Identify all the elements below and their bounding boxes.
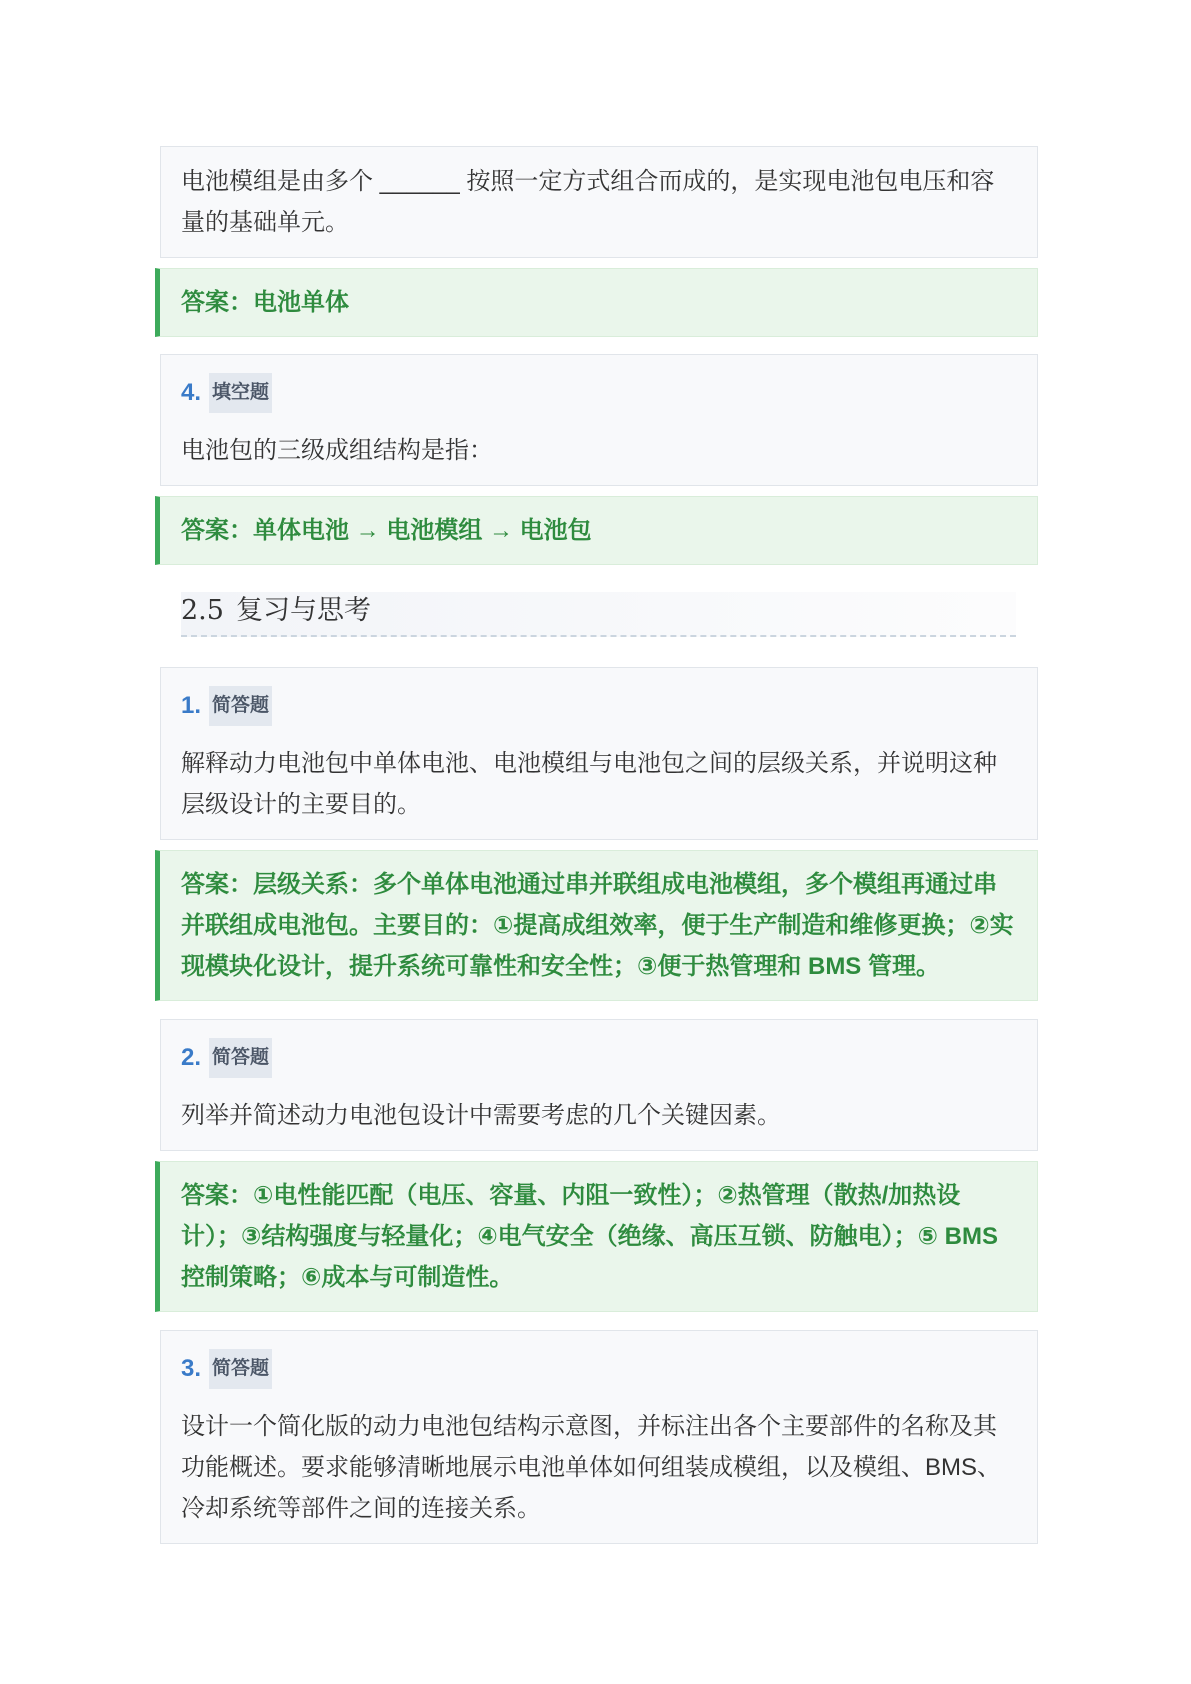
answer-label: 答案： — [181, 871, 253, 898]
answer-label: 答案： — [181, 1182, 253, 1209]
question-header — [181, 682, 1016, 730]
section-heading — [181, 592, 1016, 637]
answer-text: ①电性能匹配（电压、容量、内阻一致性）；②热管理（散热/加热设计）；③结构强度与轻量化；④电气安全（绝缘、高压互锁、防触电）；⑤ BMS 控制策略；⑥成本与可制造性。 — [181, 1182, 998, 1291]
answer-box — [155, 1161, 1038, 1312]
question-card — [160, 354, 1038, 486]
question-text: 解释动力电池包中单体电池、电池模组与电池包之间的层级关系，并说明这种层级设计的主要目的。 — [181, 750, 997, 818]
question-header — [181, 1345, 1016, 1393]
answer-box — [155, 850, 1038, 1001]
question-number: 3. — [181, 1355, 202, 1382]
answer-label: 答案： — [181, 517, 253, 544]
section-number: 2.5 — [181, 595, 224, 626]
answer-text: 电池单体 — [253, 289, 349, 316]
question-type-tag: 简答题 — [209, 1349, 272, 1389]
question-header — [181, 369, 1016, 417]
question-header — [181, 1034, 1016, 1082]
question-text: 设计一个简化版的动力电池包结构示意图，并标注出各个主要部件的名称及其功能概述。要求能够清晰地展示电池单体如何组装成模组，以及模组、BMS、冷却系统等部件之间的连接关系。 — [181, 1413, 1002, 1522]
question-card — [160, 1330, 1038, 1544]
question-number: 1. — [181, 692, 202, 719]
question-text: 列举并简述动力电池包设计中需要考虑的几个关键因素。 — [181, 1102, 781, 1129]
answer-text: 单体电池 → 电池模组 → 电池包 — [253, 517, 592, 544]
question-number: 2. — [181, 1044, 202, 1071]
section-title: 复习与思考 — [235, 595, 371, 626]
question-card — [160, 146, 1038, 258]
question-type-tag: 简答题 — [209, 686, 272, 726]
question-text: 电池模组是由多个 ______ 按照一定方式组合而成的，是实现电池包电压和容量的基础单元。 — [181, 168, 995, 236]
answer-label: 答案： — [181, 289, 253, 316]
question-card — [160, 667, 1038, 840]
question-number: 4. — [181, 379, 202, 406]
answer-text: 层级关系：多个单体电池通过串并联组成电池模组，多个模组再通过串并联组成电池包。主要目的：①提高成组效率，便于生产制造和维修更换；②实现模块化设计，提升系统可靠性和安全性；③便于热管理和 BMS 管理。 — [181, 871, 1014, 980]
answer-box — [155, 496, 1038, 565]
question-type-tag: 填空题 — [209, 373, 272, 413]
document-page — [0, 146, 1191, 1544]
question-card — [160, 1019, 1038, 1151]
question-text: 电池包的三级成组结构是指： — [181, 437, 493, 464]
question-type-tag: 简答题 — [209, 1038, 272, 1078]
answer-box — [155, 268, 1038, 337]
